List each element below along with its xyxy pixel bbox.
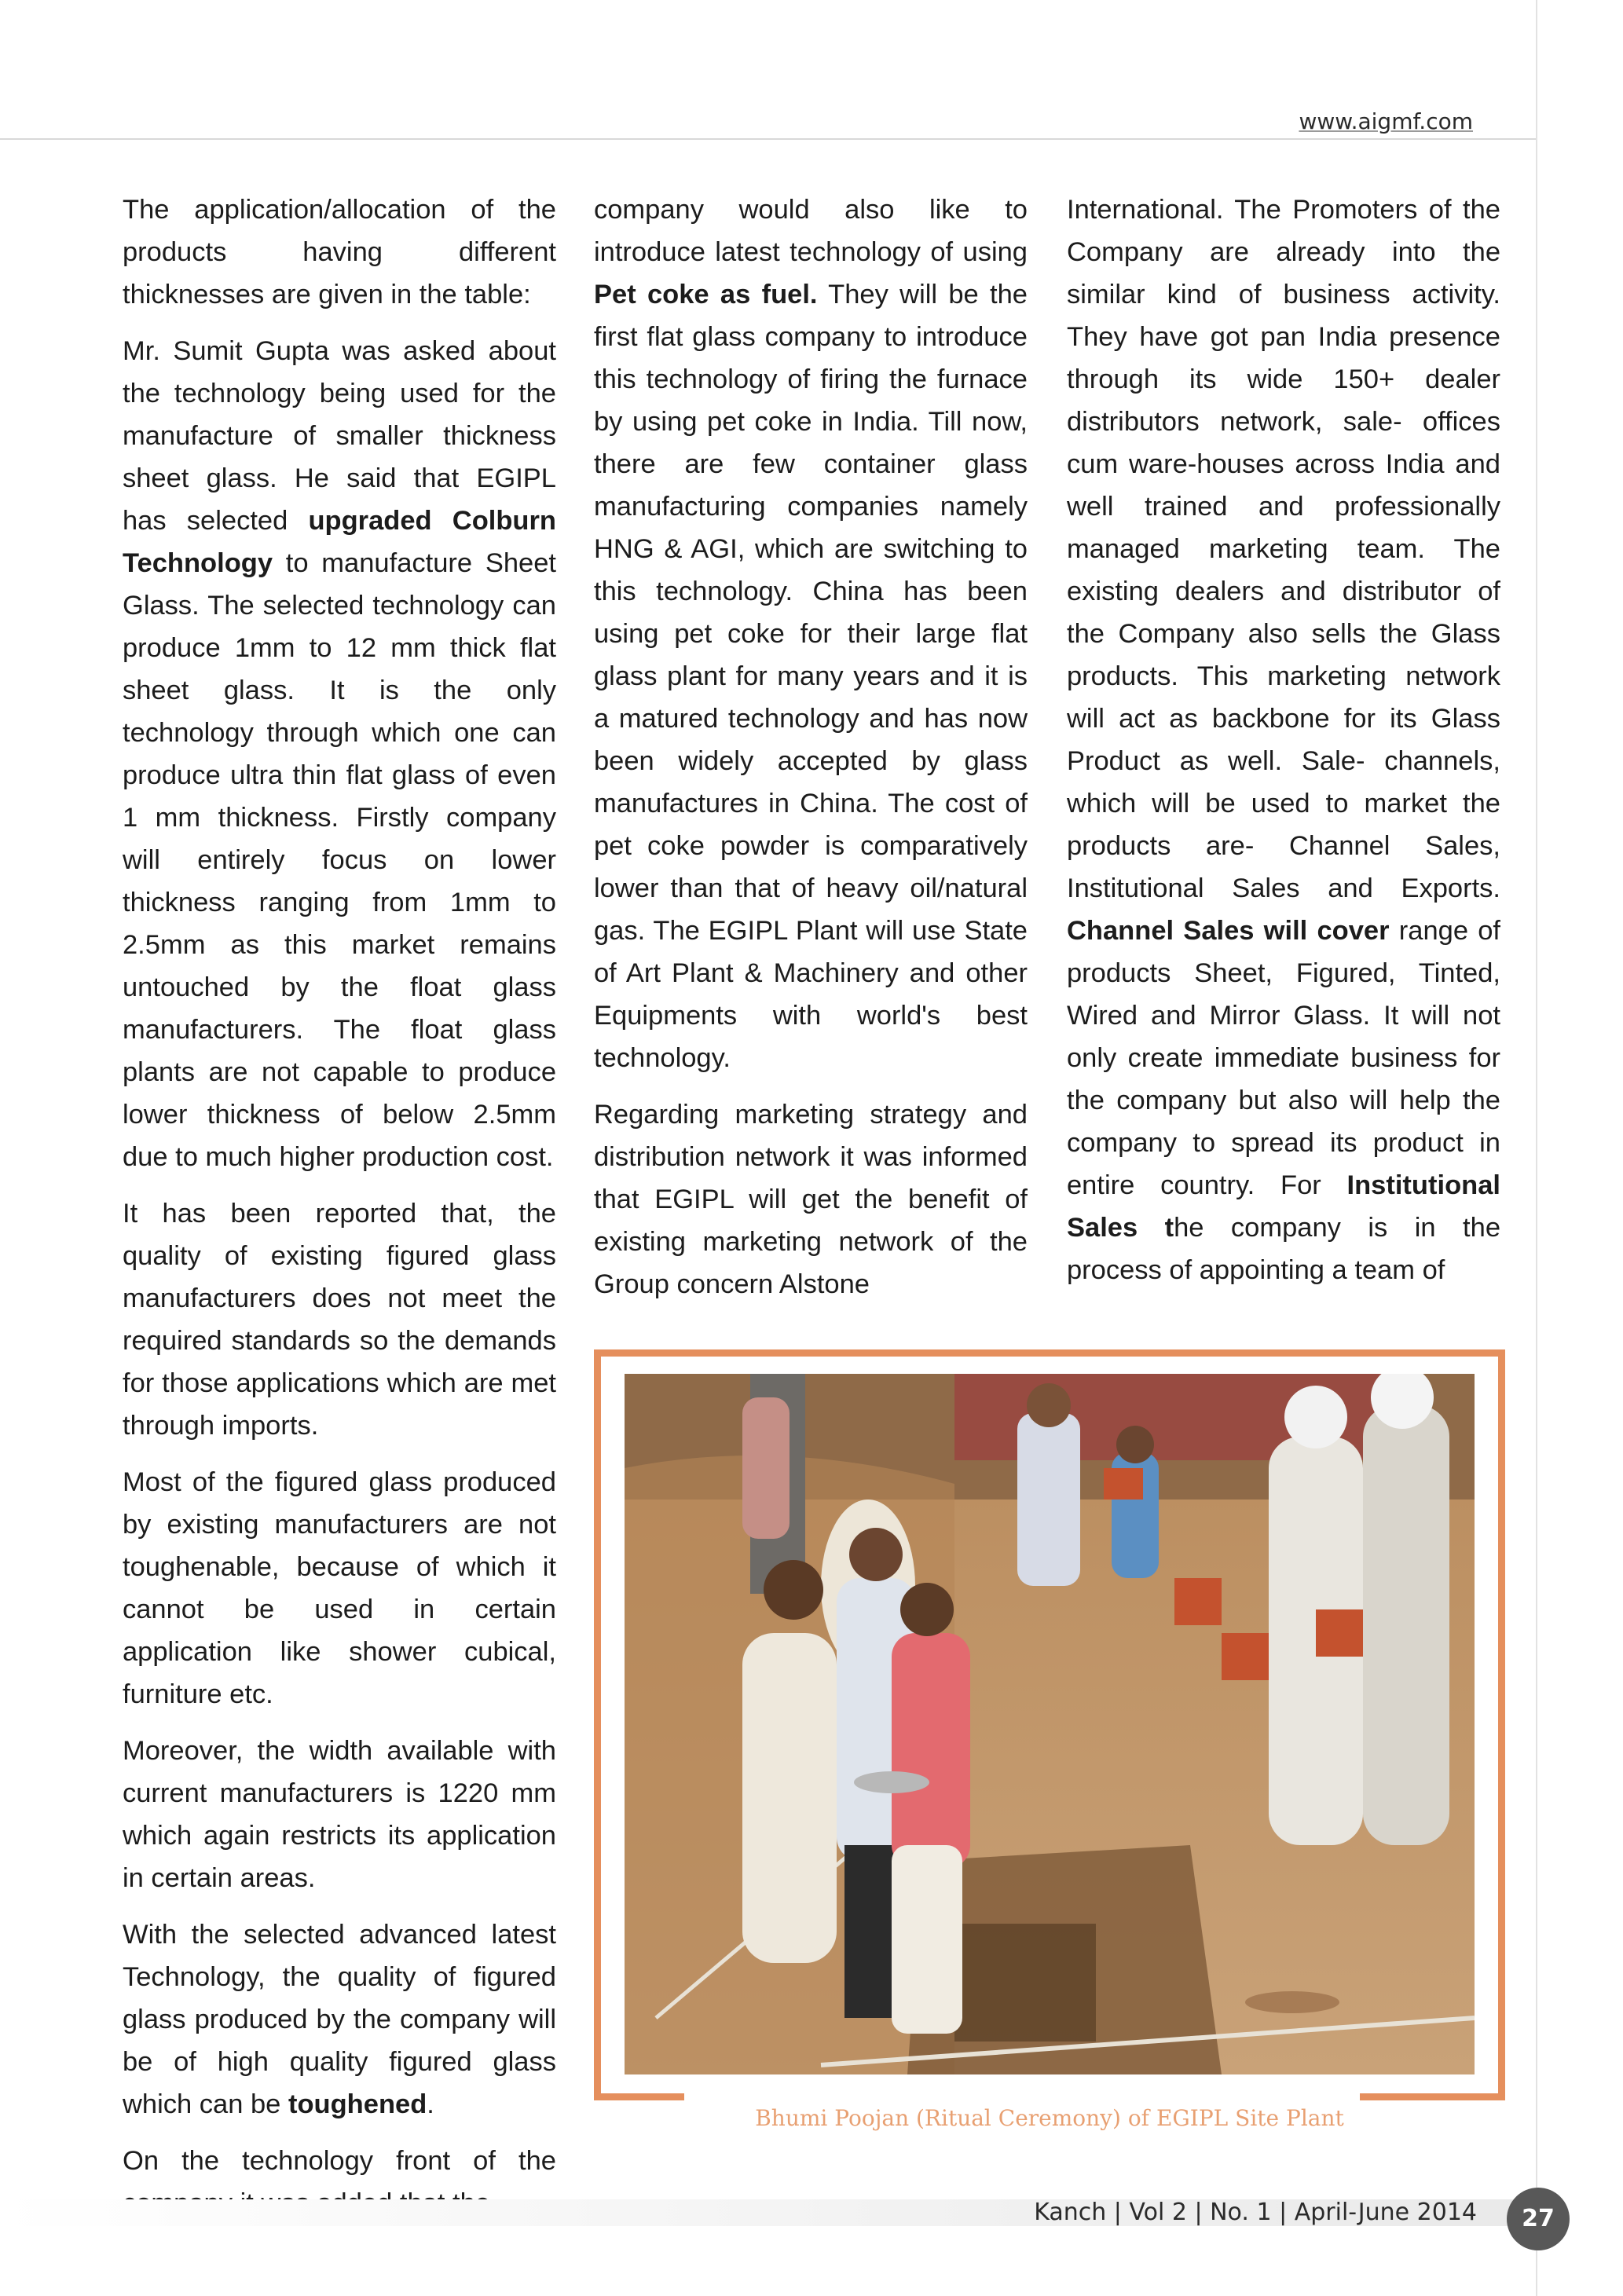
text-column-3 xyxy=(1067,189,1500,1305)
page-number-badge: 27 xyxy=(1507,2188,1570,2250)
paragraph: It has been reported that, the quality of existing figured glass manufacturers does not meet the required standards so the demands for those applications which are met through imports. xyxy=(123,1199,556,1441)
frame-gap xyxy=(684,2093,1360,2100)
header-rule xyxy=(0,138,1536,140)
paragraph: With the selected advanced latest Technology, the quality of figured glass produced by the company will be of high quality figured glass which can be toughened. xyxy=(123,1920,556,2119)
ceremony-photo xyxy=(625,1374,1475,2074)
page-edge-line xyxy=(1536,0,1537,2296)
issue-info: Kanch | Vol 2 | No. 1 | April-June 2014 xyxy=(1034,2199,1477,2226)
paragraph: On the technology front of the xyxy=(123,2146,556,2176)
paragraph: Moreover, the width available with current manufacturers is 1220 mm which again restricts its application in certain areas. xyxy=(123,1736,556,1893)
photo-caption: Bhumi Poojan (Ritual Ceremony) of EGIPL Site Plant xyxy=(755,2105,1344,2131)
photo-frame xyxy=(594,1349,1505,2100)
paragraph: International. The Promoters of the Company are already into the similar kind of business activity. They have got pan India presence through its wide 150+ dealer distributors network, sale- offices cum ware-houses across India and well trained and professionally managed marketing team. The existing dealers and distributor of the Company also sells the Glass products. This marketing network will act as backbone for its Glass Product as well. Sale- channels, which will be used to market the products are- Channel Sales, Institutional Sales and Exports. Channel Sales will cover range of products Sheet, Figured, Tinted, Wired and Mirror Glass. It will not only create immediate business for the company but also will help the company to spread its product in entire country. For Institutional Sales the company is in the process of appointing a team of xyxy=(1067,195,1501,1285)
paragraph: Mr. Sumit Gupta was asked about the technology being used for the manufacture of smaller thickness sheet glass. He said that EGIPL has selected upgraded Colburn Technology to manufacture Sheet Glass. The selected technology can produce 1mm to 12 mm thick flat sheet glass. It is the only technology through which one can produce ultra thin flat glass of even 1 mm thickness. Firstly company will entirely focus on lower thickness ranging from 1mm to 2.5mm as this market remains untouched by the float glass manufacturers. The float glass plants are not capable to produce lower thickness of below 2.5mm due to much higher production cost. xyxy=(123,336,557,1172)
header-url[interactable]: www.aigmf.com xyxy=(1299,108,1473,134)
text-column-1 xyxy=(123,189,556,2239)
paragraph: company would also like to introduce latest technology of using Pet coke as fuel. They will be the first flat glass company to introduce this technology of firing the furnace by using pet coke in India. Till now, there are few container glass manufacturing companies namely HNG & AGI, which are switching to this technology. China has been using pet coke for their large flat glass plant for many years and it is a matured technology and has now been widely accepted by glass manufactures in China. The cost of pet coke powder is comparatively lower than that of heavy oil/natural gas. The EGIPL Plant will use State of Art Plant & Machinery and other Equipments with world's best technology. xyxy=(594,195,1028,1073)
paragraph: Regarding marketing strategy and distribution network it was informed that EGIPL will get the benefit of existing marketing network of the Group concern Alstone xyxy=(594,1100,1028,1299)
text-column-2 xyxy=(594,189,1028,1320)
paragraph: Most of the figured glass produced by existing manufacturers are not toughenable, because of which it cannot be used in certain application like shower cubical, furniture etc. xyxy=(123,1467,556,1709)
paragraph: The application/allocation of the products having different thicknesses are given in the table: xyxy=(123,195,556,309)
